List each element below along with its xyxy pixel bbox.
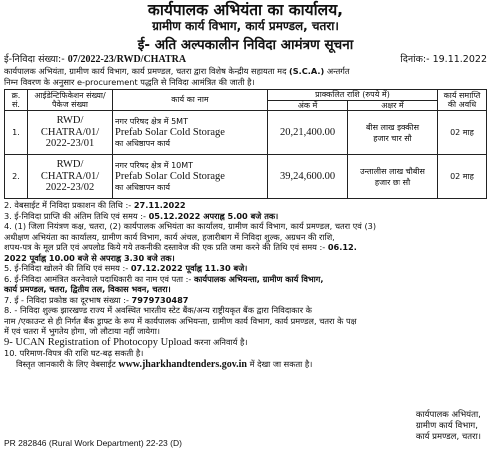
- notice-date: 19.11.2022: [432, 54, 487, 65]
- item-line: 8. - निविदा शुल्क झारखण्ड राज्य में अवस्थित भारतीय स्टेट बैंक/अन्य राष्ट्रीयकृत बैंक द्वारा निविदाकार के: [4, 305, 312, 315]
- work-name-line: का अधिष्ठापन कार्य: [115, 139, 171, 149]
- cost-words-line: बीस लाख इक्कीस: [365, 122, 420, 132]
- work-name-line: Prefab Solar Cold Storage: [115, 170, 225, 182]
- intro-text-2: निम्न विवरण के अनुसार e-procurement पद्धति से निविदा आमंत्रित की जाती है।: [4, 77, 255, 87]
- row-duration: 02 माह: [438, 155, 487, 199]
- cost-words-line: हजार छः सौ: [374, 177, 411, 187]
- officer-address-2: कार्य प्रमण्डल, चतरा, द्वितीय तल, विकास भवन, चतरा।: [4, 284, 171, 294]
- signature-line: कार्यपालक अभियंता,: [415, 410, 481, 420]
- row-cost-words: [348, 111, 438, 155]
- row-identification: RWD/ CHATRA/01/ 2022-23/02: [28, 155, 113, 199]
- col-sno: क्र. सं.: [5, 90, 28, 111]
- row-identification: RWD/ CHATRA/01/ 2022-23/01: [28, 111, 113, 155]
- conditions-list: [4, 200, 487, 370]
- office-subtitle: ग्रामीण कार्य विभाग, कार्य प्रमण्डल, चतरा।: [152, 19, 339, 33]
- row-duration: 02 माह: [438, 111, 487, 155]
- work-name-line: Prefab Solar Cold Storage: [115, 126, 225, 138]
- signature-line: कार्य प्रमण्डल, चतरा।: [415, 432, 481, 442]
- work-name-line: का अधिष्ठापन कार्य: [115, 183, 171, 193]
- intro-paragraph: [4, 66, 487, 88]
- signature-block: [416, 410, 481, 443]
- tender-table: [4, 89, 487, 199]
- list-item: [4, 337, 487, 349]
- work-name-line: नगर परिषद क्षेत्र में 5MT: [115, 116, 188, 126]
- intro-text-sca: (S.C.A.): [289, 66, 325, 76]
- website-link[interactable]: www.jharkhandtenders.gov.in: [118, 358, 247, 370]
- opening-date: 07.12.2022 पूर्वाह्न 11.30 बजे।: [130, 263, 248, 273]
- last-date: 05.12.2022 अपराह्न 5.00 बजे तक।: [148, 210, 279, 221]
- list-item: [4, 211, 487, 222]
- row-sno: 2.: [5, 155, 28, 199]
- intro-text-c: अन्तर्गत: [326, 66, 350, 76]
- col-words: अक्षर में: [348, 100, 438, 111]
- list-item: [4, 295, 487, 306]
- col-duration: कार्य समाप्ति की अवधि: [438, 90, 487, 111]
- reference-line: [4, 54, 487, 66]
- item-line: 4. (1) जिला नियंत्रण कक्ष, चतरा, (2) कार्यपालक अभियंता का कार्यालय, ग्रामीण कार्य विभाग, कार्य प्रमण्डल, चतरा एवं (3): [4, 221, 377, 231]
- item-line: विस्तृत जानकारी के लिए वेबसाईट: [16, 358, 116, 369]
- item-label: 3. ई-निविदा प्राप्ति की अंतिम तिथि एवं समय :-: [4, 210, 146, 221]
- date-label: दिनांक:-: [400, 54, 430, 65]
- list-item: [4, 274, 487, 295]
- list-item: [4, 359, 487, 371]
- submission-date: 06.12.: [327, 242, 357, 252]
- col-estimated-cost: प्राक्कलित राशि (रुपये में): [268, 90, 438, 101]
- phone-number: 7979730487: [131, 294, 189, 305]
- row-cost-words: [348, 155, 438, 199]
- list-item: 10. परिमाण-विपत्र की राशि घट-बढ़ सकती है।: [4, 348, 144, 358]
- intro-text-a: कार्यपालक अभियंता, ग्रामीण कार्य विभाग, कार्य प्रमण्डल, चतरा द्वारा विशेष केन्द्रीय सहायता मद: [4, 66, 287, 76]
- row-cost-figures: 39,24,600.00: [268, 155, 348, 199]
- row-work-name: [113, 155, 268, 199]
- item-line: शपथ-पत्र के मूल प्रति एवं अपलोड किये गये तकनीकी दस्तावेज की एक प्रति जमा करने की तिथि एवं समय :-: [4, 242, 326, 252]
- item-label: 6. ई-निविदा आमंत्रित करनेवाले पदाधिकारी का नाम एवं पता :-: [4, 273, 192, 284]
- cost-words-line: हजार चार सौ: [373, 133, 412, 143]
- signature-line: ग्रामीण कार्य विभाग,: [415, 421, 478, 431]
- officer-address: कार्यपालक अभियन्ता, ग्रामीण कार्य विभाग,: [193, 273, 324, 284]
- col-identification: आईडेन्टिफिकेशन संख्या/पैकेज संख्या: [28, 90, 113, 111]
- table-row: [5, 155, 487, 199]
- list-item: [4, 263, 487, 274]
- row-cost-figures: 20,21,400.00: [268, 111, 348, 155]
- notice-title: ई- अति अल्पकालीन निविदा आमंत्रण सूचना: [137, 37, 354, 53]
- row-sno: 1.: [5, 111, 28, 155]
- pr-number: PR 282846 (Rural Work Department) 22-23 (D): [4, 438, 182, 448]
- col-work-name: कार्य का नाम: [113, 90, 268, 111]
- item-label: 5. ई-निविदा खोलने की तिथि एवं समय :-: [4, 263, 129, 273]
- list-item: [4, 221, 487, 263]
- work-name-line: नगर परिषद क्षेत्र में 10MT: [115, 160, 194, 170]
- cost-words-line: उन्तालीस लाख चौबीस: [360, 166, 425, 176]
- item-line: करना अनिवार्य है।: [194, 336, 248, 347]
- item-line: में एवं चतरा में भुगतेय होगा, जो लौटाया नहीं जायेगा।: [4, 326, 160, 336]
- list-item: [4, 200, 487, 211]
- office-title: कार्यपालक अभियंता का कार्यालय,: [147, 1, 344, 19]
- tender-number-label: ई-निविदा संख्या:-: [4, 54, 65, 65]
- item-label: 7. ई - निविदा प्रकोष्ठ का दूरभाष संख्या :-: [4, 294, 129, 305]
- table-row: [5, 111, 487, 155]
- publication-date: 27.11.2022: [133, 200, 186, 210]
- item-line: नाम /एकाउन्ट से ही निर्गत बैंक ड्राफ्ट के रूप में कार्यपालक अभियन्ता, ग्रामीण कार्य विभाग, कार्य प्रमण्डल, चतरा के पक्ष: [4, 315, 357, 326]
- tender-number: 07/2022-23/RWD/CHATRA: [67, 54, 187, 65]
- col-figures: अंक में: [268, 100, 348, 111]
- list-item: [4, 305, 487, 337]
- submission-time: 2022 पूर्वाह्न 10.00 बजे से अपराह्न 3.30 बजे तक।: [4, 252, 175, 263]
- item-label: 2. वेबसाईट में निविदा प्रकाशन की तिथि :-: [4, 200, 132, 210]
- ucan-text: 9- UCAN Registration of Photocopy Upload: [4, 336, 192, 348]
- item-line: में देखा जा सकता है।: [249, 358, 313, 369]
- row-work-name: [113, 111, 268, 155]
- item-line: अधीक्षण अभियंता का कार्यालय, ग्रामीण कार्य विभाग, कार्य अंचल, हजारीबाग में निविदा शुल्क, अग्रधन की राशि,: [4, 231, 335, 242]
